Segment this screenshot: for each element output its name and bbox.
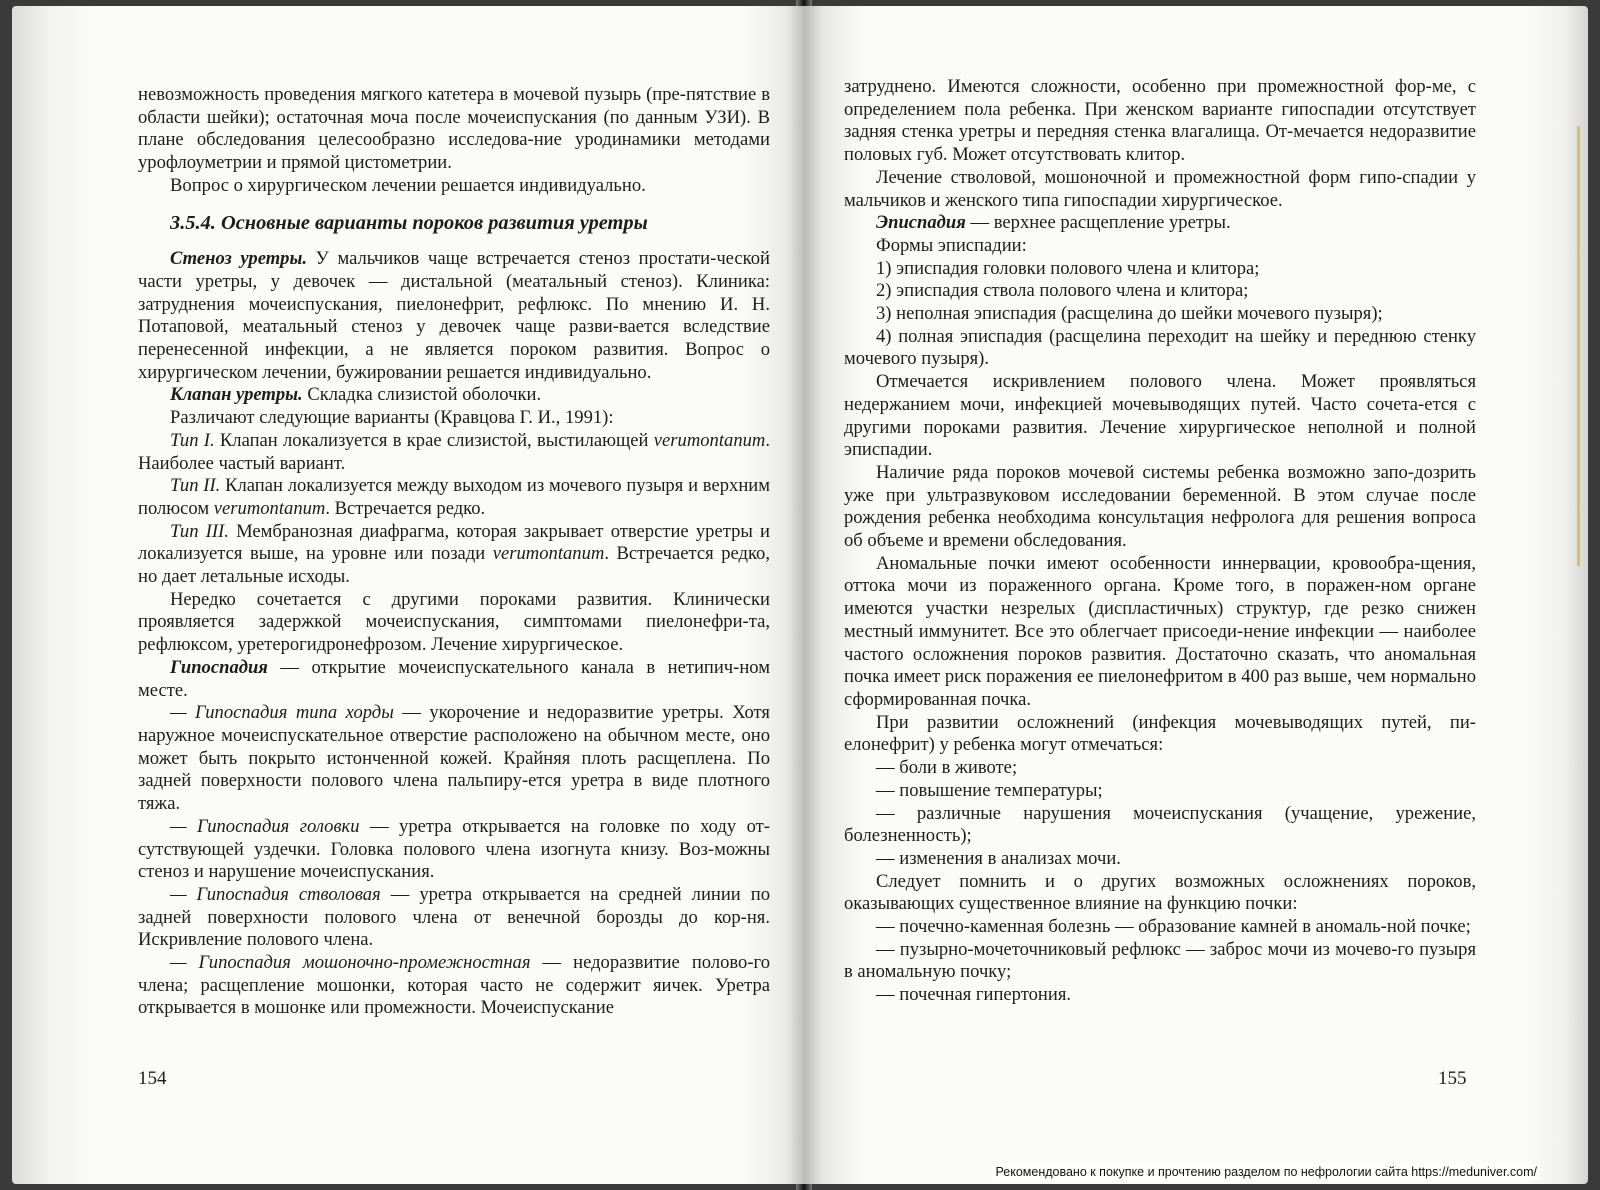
paragraph: Следует помнить и о других возможных осложнениях пороков, оказывающих существенное влияние на функцию почки: xyxy=(844,870,1476,915)
paragraph-glans xyxy=(138,816,770,884)
scrotal-label: — Гипоспадия мошоночно-промежностная xyxy=(170,952,531,974)
list-item: 2) эписпадия ствола полового члена и клитора; xyxy=(876,280,1249,302)
page-number-right: 155 xyxy=(1438,1068,1467,1089)
list-item: — боли в животе; xyxy=(876,757,1018,779)
type3-text-end: . Встречается редко, но дает летальные исходы. xyxy=(138,543,770,588)
term-epispadias: Эписпадия xyxy=(876,212,966,234)
paragraph: Наличие ряда пороков мочевой системы ребенка возможно запо-дозрить уже при ультразвуковом исследовании беременной. В этом случае после рождения ребенка необходима консультация нефролога для решения вопроса об объеме и времени обследования. xyxy=(844,461,1476,552)
paragraph-type3 xyxy=(138,521,770,589)
footer-link-note[interactable]: Рекомендовано к покупке и прочтению разделом по нефрологии сайта https://meduniver.com/ xyxy=(992,1164,1540,1180)
term-valve: Клапан уретры. xyxy=(170,384,303,406)
term-hypospadias: Гипоспадия xyxy=(170,656,268,678)
type3-label: Тип III. xyxy=(170,520,229,542)
paragraph: затруднено. Имеются сложности, особенно при промежностной фор-ме, с определением пола ребенка. При женском варианте гипоспадии отсутствует задняя стенка уретры и передняя стенка влагалища. От-мечается недоразвитие половых губ. Может отсутствовать клитор. xyxy=(844,76,1476,166)
glans-label: — Гипоспадия головки xyxy=(170,815,360,837)
stenosis-text: У мальчиков чаще встречается стеноз простати-ческой части уретры, у девочек — дистальной (меатальный стеноз). Клиника: затруднения мочеиспускания, пиелонефрит, рефлюкс. По мнению И. Н. Потаповой, меатальный стеноз у девочек чаще разви-вается вследствие перенесенной инфекции, а не является пороком развития. Вопрос о хирургическом лечении, бужировании решается индивидуально. xyxy=(138,248,770,383)
list-item: 3) неполная эписпадия (расщелина до шейки мочевого пузыря); xyxy=(876,303,1383,325)
paragraph: Нередко сочетается с другими пороками развития. Клинически проявляется задержкой мочеиспускания, симптомами пиелонефри-та, рефлюксом, уретерогидронефрозом. Лечение хирургическое. xyxy=(138,588,770,656)
glans-text: — уретра открывается на головке по ходу от-сутствующей уздечки. Головка полового члена изогнута книзу. Воз-можны стеноз и нарушение мочеиспускания. xyxy=(138,815,770,883)
list-item: 1) эписпадия головки полового члена и клитора; xyxy=(876,257,1260,279)
scrotal-text: — недоразвитие полово-го члена; расщепление мошонки, которая часто не содержит яичек. Уретра открывается в мошонке или промежности. Мочеиспускание xyxy=(138,952,770,1019)
list-item: — почечно-каменная болезнь — образование камней в аномаль-ной почке; xyxy=(876,916,1471,938)
shaft-label: — Гипоспадия стволовая xyxy=(170,883,381,905)
type2-label: Тип II. xyxy=(170,475,221,497)
chorda-text: — укорочение и недоразвитие уретры. Хотя наружное мочеиспускательное отверстие расположено на обычном месте, оно может быть покрыто истонченной кожей. Крайняя плоть расщеплена. По задней поверхности полового члена пальпиру-ется уретра в виде плотного тяжа. xyxy=(138,702,770,815)
left-page-text xyxy=(138,84,770,1020)
paragraph: Различают следующие варианты (Кравцова Г. И., 1991): xyxy=(170,407,614,429)
paragraph-valve xyxy=(138,384,770,407)
list-item: 4) полная эписпадия (расщелина переходит на шейку и переднюю стенку мочевого пузыря). xyxy=(844,325,1476,370)
right-page xyxy=(804,6,1588,1184)
paragraph-epispadias xyxy=(844,212,1476,235)
type2-text-end: . Встречается редко. xyxy=(325,497,486,519)
type1-label: Тип I. xyxy=(170,429,215,451)
list-item: — различные нарушения мочеиспускания (учащение, урежение, болезненность); xyxy=(844,802,1476,847)
latin-term: verumontanum xyxy=(653,429,766,451)
paragraph: Вопрос о хирургическом лечении решается индивидуально. xyxy=(170,174,646,196)
page-number-left: 154 xyxy=(138,1068,167,1089)
list-item: — почечная гипертония. xyxy=(876,984,1072,1006)
epi-text: — верхнее расщепление уретры. xyxy=(965,212,1231,234)
type1-text: Клапан локализуется в крае слизистой, выстилающей xyxy=(214,429,654,451)
latin-term: verumontanum xyxy=(492,543,605,565)
paragraph: невозможность проведения мягкого катетера в мочевой пузырь (пре-пятствие в области шейки); остаточная моча после мочеиспускания (по данным УЗИ). В плане обследования целесообразно исследова-ние уродинамики методами урофлоуметрии и прямой цистометрии. xyxy=(138,84,770,174)
list-item: — пузырно-мочеточниковый рефлюкс — заброс мочи из мочево-го пузыря в аномальную почку; xyxy=(844,938,1476,983)
paragraph: Отмечается искривлением полового члена. Может проявляться недержанием мочи, инфекцией мочевыводящих путей. Часто сочета-ется с другими пороками развития. Лечение хирургическое неполной и полной эписпадии. xyxy=(844,371,1476,461)
paragraph-scrotal xyxy=(138,952,770,1020)
page-edge-bookmark xyxy=(1577,126,1580,566)
type2-text: Клапан локализуется между выходом из мочевого пузыря и верхним полюсом xyxy=(138,475,770,519)
paragraph-type1 xyxy=(138,430,770,475)
right-page-text xyxy=(844,76,1476,1007)
paragraph: При развитии осложнений (инфекция мочевыводящих путей, пи-елонефрит) у ребенка могут отмечаться: xyxy=(844,711,1476,756)
valve-text: Складка слизистой оболочки. xyxy=(302,384,542,406)
list-item: — повышение температуры; xyxy=(876,779,1103,801)
shaft-text: — уретра открывается на средней линии по задней поверхности полового члена от венечной борозды до кор-ня. Искривление полового члена. xyxy=(138,883,770,951)
type3-text: Мембранозная диафрагма, которая закрывает отверстие уретры и локализуется выше, на уровне или позади xyxy=(138,520,770,565)
paragraph-shaft xyxy=(138,884,770,952)
paragraph-stenosis xyxy=(138,248,770,384)
paragraph: Аномальные почки имеют особенности иннервации, кровообра-щения, оттока мочи из пораженного органа. Кроме того, в поражен-ном органе имеются участки незрелых (диспластичных) структур, где резко снижен местный иммунитет. Все это облегчает присоеди-нение инфекции — наиболее частого осложнения пороков развития. Достаточно сказать, что аномальная почка имеет риск поражения ее пиелонефритом в 400 раз выше, чем нормально сформированная почка. xyxy=(844,552,1476,710)
list-item: — изменения в анализах мочи. xyxy=(876,847,1121,869)
paragraph: Формы эписпадии: xyxy=(876,234,1027,256)
paragraph-chorda xyxy=(138,702,770,816)
paragraph-type2 xyxy=(138,475,770,520)
hypo-text: — открытие мочеиспускательного канала в нетипич-ном месте. xyxy=(138,656,770,701)
paragraph: Лечение стволовой, мошоночной и промежностной форм гипо-спадии у мальчиков и женского типа гипоспадии хирургическое. xyxy=(844,166,1476,211)
paragraph-hypospadias xyxy=(138,657,770,702)
section-heading: 3.5.4. Основные варианты пороков развития уретры xyxy=(170,211,648,234)
term-stenosis: Стеноз уретры. xyxy=(170,248,308,270)
type1-text-end: . Наиболее частый вариант. xyxy=(138,429,770,474)
left-page xyxy=(12,6,804,1184)
chorda-label: — Гипоспадия типа хорды xyxy=(170,702,394,724)
latin-term: verumontanum xyxy=(213,497,326,519)
